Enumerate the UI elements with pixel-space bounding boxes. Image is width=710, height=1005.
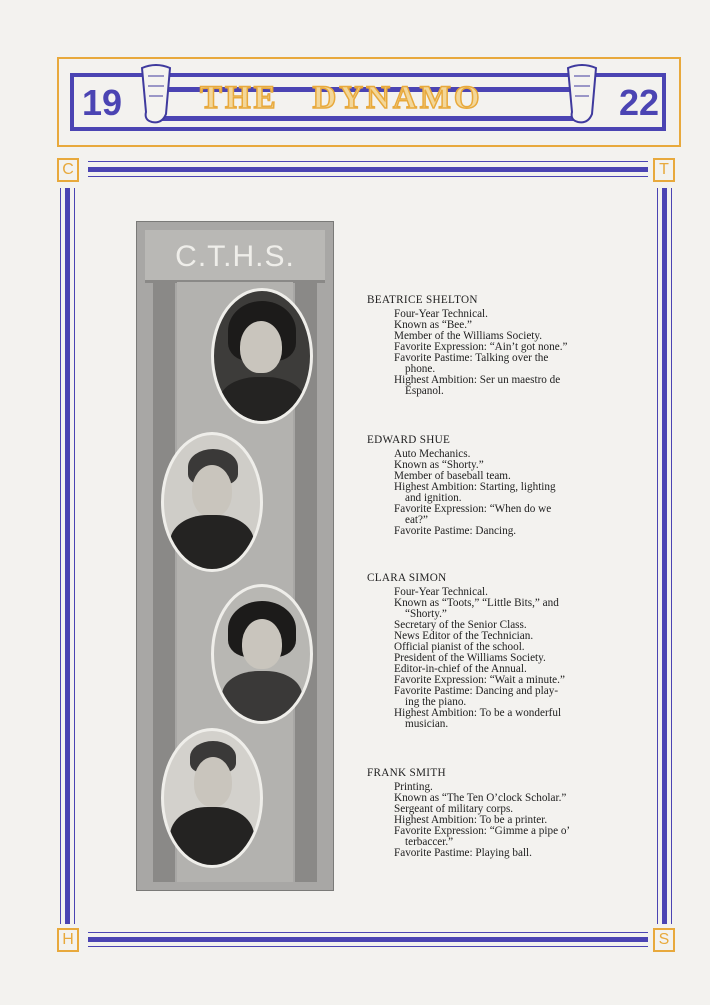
entry-line: Sergeant of military corps. <box>394 803 514 815</box>
entry-line: Known as “Toots,” “Little Bits,” and <box>394 597 559 609</box>
plaque-text: C.T.H.S. <box>175 240 295 273</box>
frame-right-hairline-2 <box>671 188 672 924</box>
portrait-beatrice-shelton <box>211 288 313 424</box>
portrait-edward-shue <box>161 432 263 572</box>
entry-name: FRANK SMITH <box>367 767 446 779</box>
portrait-column <box>136 221 334 891</box>
entry-line: Favorite Pastime: Dancing and play- <box>394 685 559 697</box>
entry-line: Highest Ambition: Ser un maestro de <box>394 374 561 386</box>
frame-bottom-bar <box>88 937 648 942</box>
entry-line: News Editor of the Technician. <box>394 630 534 642</box>
corner-letter-top-right: T <box>653 158 675 182</box>
entry-line: Highest Ambition: Starting, lighting <box>394 481 556 493</box>
frame-right-bar <box>662 188 667 924</box>
entry-line: Printing. <box>394 781 433 793</box>
entry-line: Favorite Expression: “Ain’t got none.” <box>394 341 568 353</box>
entry-line: Highest Ambition: To be a printer. <box>394 814 548 826</box>
corner-letter-bottom-left: H <box>57 928 79 952</box>
entry-line: Known as “The Ten O’clock Scholar.” <box>394 792 567 804</box>
entry-line: Favorite Expression: “When do we <box>394 503 552 515</box>
entry-line: Favorite Pastime: Playing ball. <box>394 847 532 859</box>
entry-line: Favorite Expression: “Gimme a pipe o’ <box>394 825 571 837</box>
entry-line: Member of the Williams Society. <box>394 330 543 342</box>
entry-frank-smith <box>367 768 637 859</box>
entry-line-continued: phone. <box>405 363 436 375</box>
entry-line: Editor-in-chief of the Annual. <box>394 663 527 675</box>
entry-line: Known as “Bee.” <box>394 319 472 331</box>
frame-left-hairline <box>60 188 61 924</box>
entry-line: Four-Year Technical. <box>394 586 488 598</box>
entry-line-continued: musician. <box>405 718 449 730</box>
entry-line: Favorite Expression: “Wait a minute.” <box>394 674 565 686</box>
entry-name: EDWARD SHUE <box>367 434 451 446</box>
corner-letter-bottom-right: S <box>653 928 675 952</box>
entry-line: Official pianist of the school. <box>394 641 525 653</box>
entry-clara-simon <box>367 573 637 730</box>
portrait-frank-smith <box>161 728 263 868</box>
entry-line: Four-Year Technical. <box>394 308 488 320</box>
entry-name: BEATRICE SHELTON <box>367 294 478 306</box>
frame-right-hairline <box>657 188 658 924</box>
entry-line-continued: eat?” <box>405 514 428 526</box>
entry-line: Favorite Pastime: Dancing. <box>394 525 517 537</box>
frame-top-hairline-2 <box>88 176 648 177</box>
entry-line: Known as “Shorty.” <box>394 459 484 471</box>
entry-line-continued: terbaccer.” <box>405 836 454 848</box>
scroll-ornament-left-icon <box>136 62 176 128</box>
entry-line: Member of baseball team. <box>394 470 511 482</box>
publication-title: THE DYNAMO <box>200 80 483 116</box>
entry-name: CLARA SIMON <box>367 572 447 584</box>
entry-line: Secretary of the Senior Class. <box>394 619 527 631</box>
entry-line: President of the Williams Society. <box>394 652 546 664</box>
entry-line-continued: “Shorty.” <box>405 608 447 620</box>
scroll-ornament-right-icon <box>562 62 602 128</box>
corner-letter-top-left: C <box>57 158 79 182</box>
frame-bottom-hairline <box>88 932 648 933</box>
frame-top-hairline <box>88 161 648 162</box>
entry-line: Auto Mechanics. <box>394 448 471 460</box>
entry-line-continued: Espanol. <box>405 385 444 397</box>
entry-edward-shue <box>367 435 637 537</box>
entry-line-continued: ing the piano. <box>405 696 467 708</box>
frame-left-hairline-2 <box>74 188 75 924</box>
year-right: 22 <box>619 82 660 123</box>
year-left: 19 <box>82 82 123 123</box>
portrait-clara-simon <box>211 584 313 724</box>
frame-top-bar <box>88 167 648 172</box>
entry-line: Highest Ambition: To be a wonderful <box>394 707 562 719</box>
entry-beatrice-shelton <box>367 295 637 397</box>
frame-bottom-hairline-2 <box>88 946 648 947</box>
entry-line-continued: and ignition. <box>405 492 462 504</box>
frame-left-bar <box>65 188 70 924</box>
entry-line: Favorite Pastime: Talking over the <box>394 352 549 364</box>
